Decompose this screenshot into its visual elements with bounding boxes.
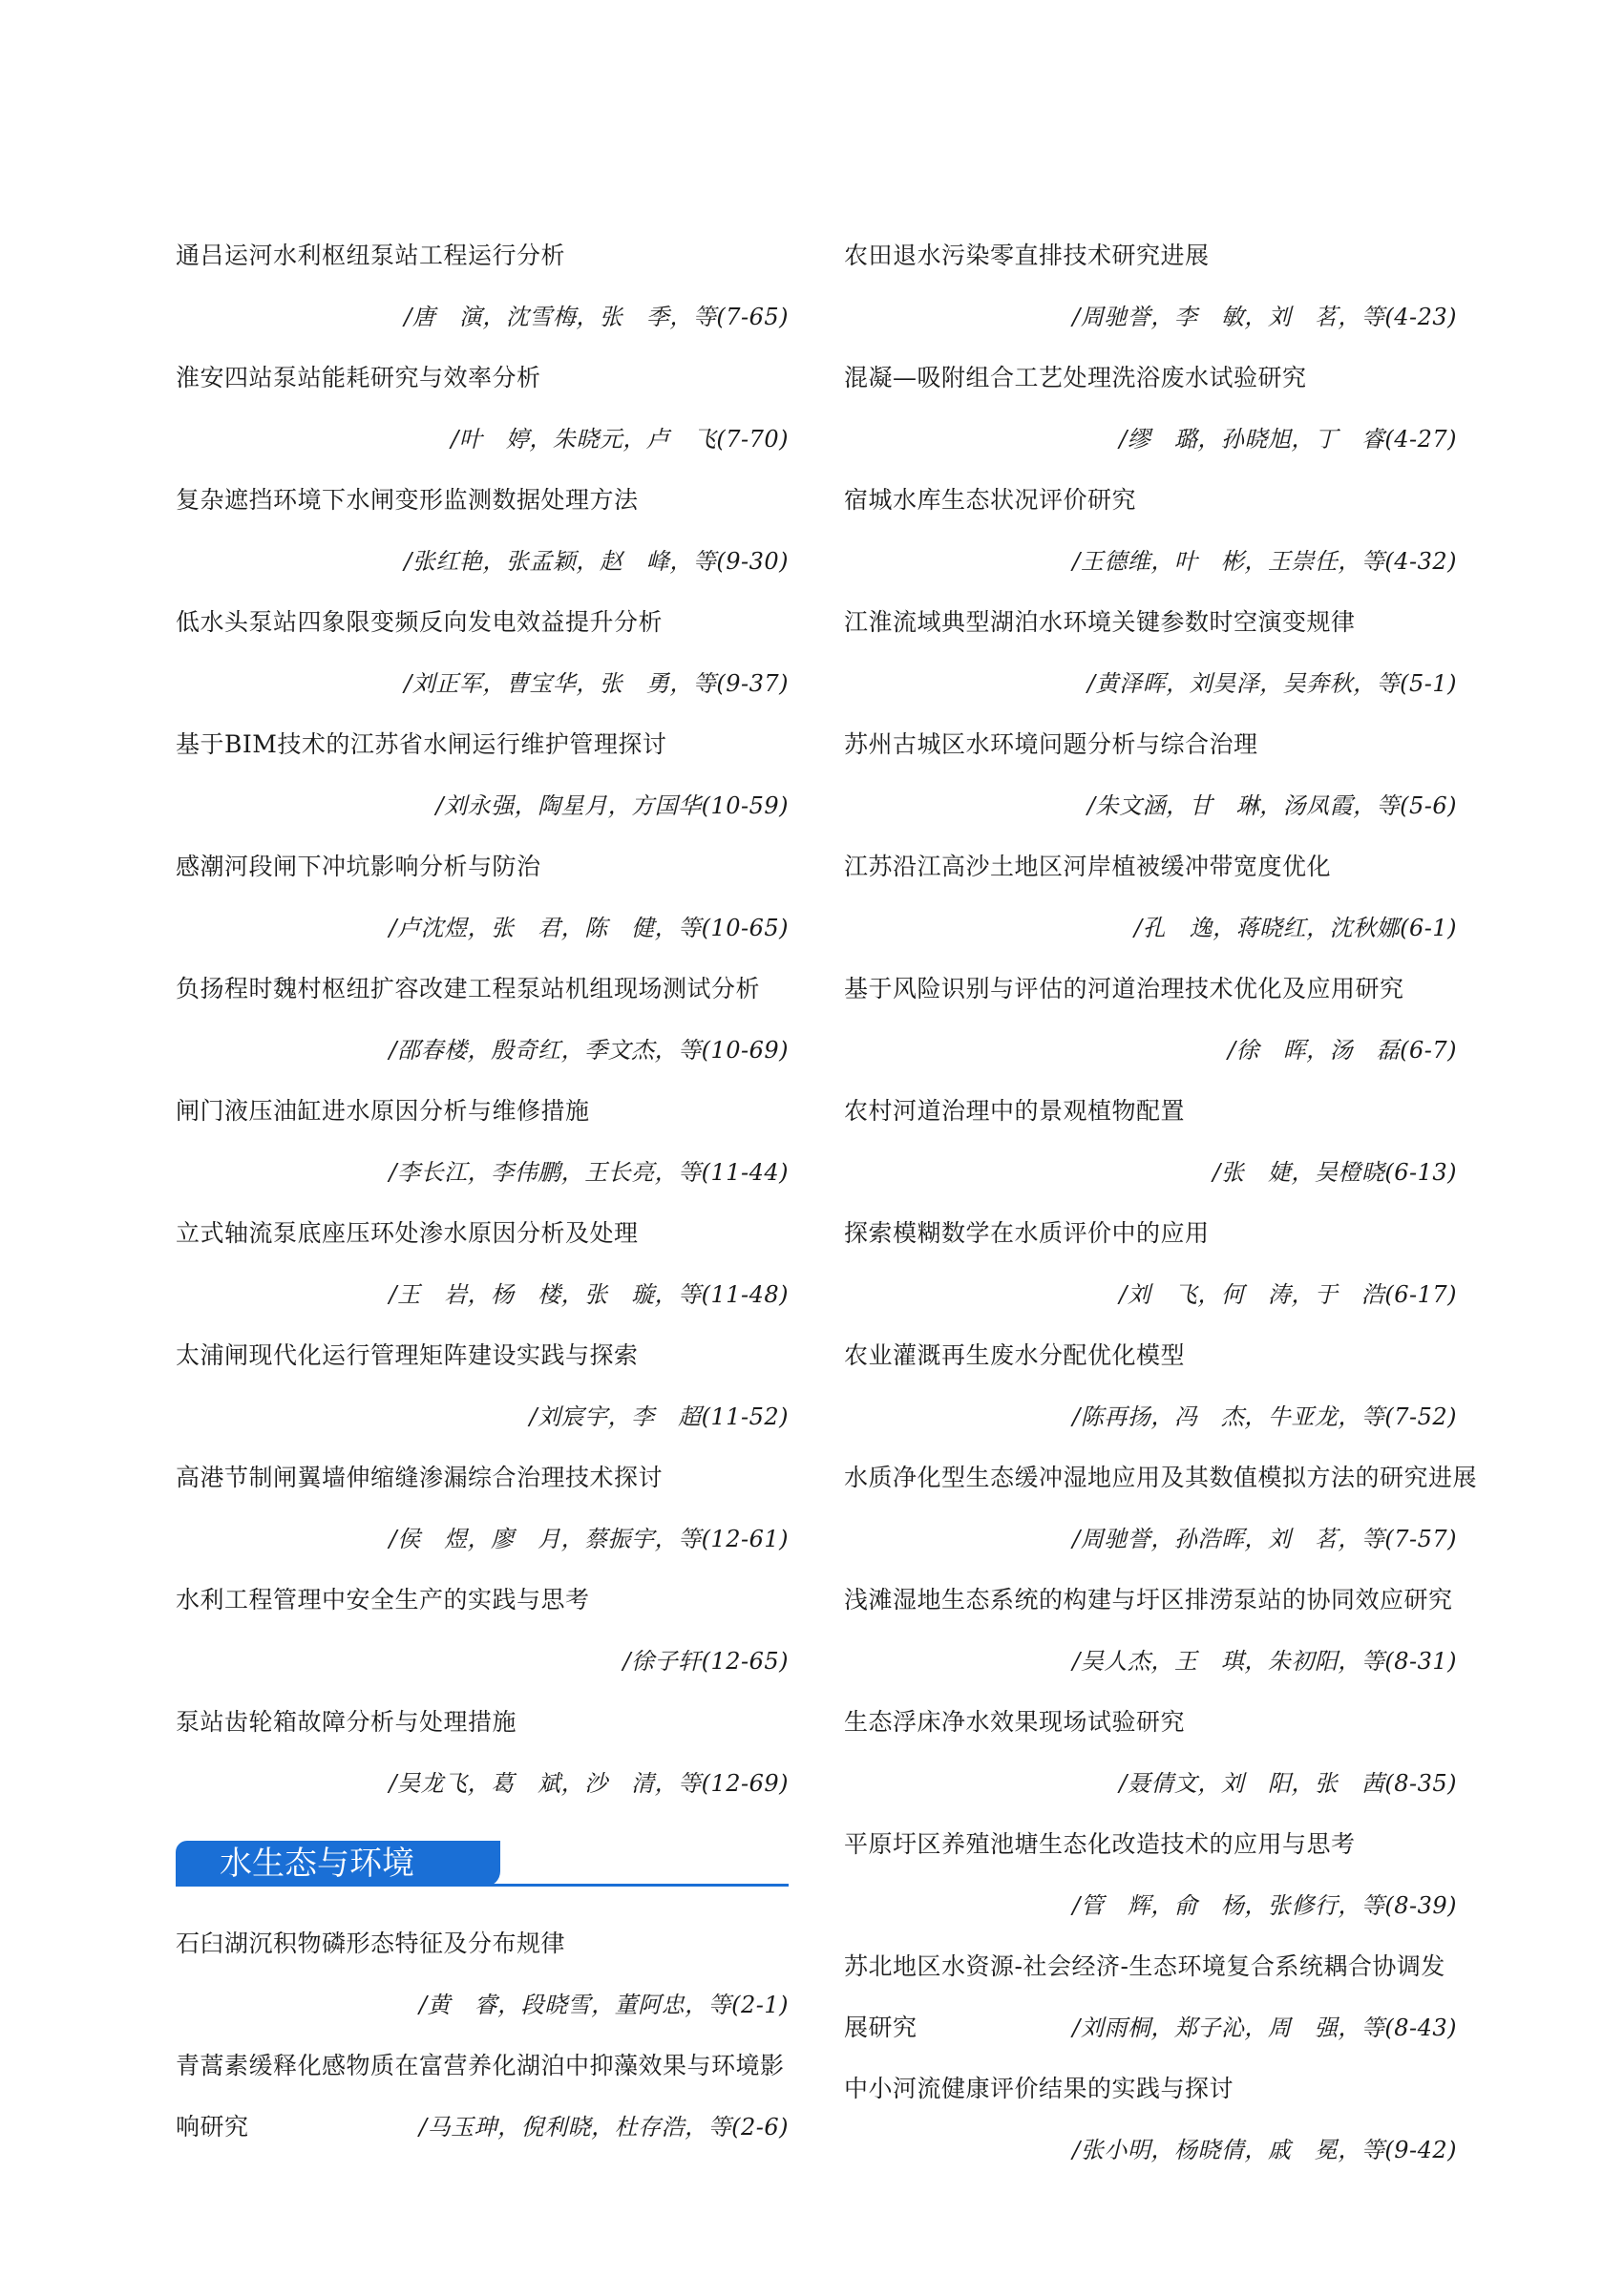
article-title: 混凝—吸附组合工艺处理洗浴废水试验研究	[844, 364, 1307, 391]
article-title: 复杂遮挡环境下水闸变形监测数据处理方法	[176, 486, 639, 514]
article-authors: /王德维，叶 彬，王崇任，等(4-32)	[1072, 548, 1457, 575]
article-title: 负扬程时魏村枢纽扩容改建工程泵站机组现场测试分析	[176, 975, 761, 1002]
article-authors: /李长江，李伟鹏，王长亮，等(11-44)	[389, 1159, 789, 1186]
article-authors: /吴龙飞，葛 斌，沙 清，等(12-69)	[389, 1770, 789, 1797]
article-title: 江苏沿江高沙土地区河岸植被缓冲带宽度优化	[844, 853, 1332, 880]
toc-entry	[176, 1325, 789, 1447]
article-authors: /徐子轩(12-65)	[622, 1648, 789, 1675]
toc-entry	[176, 592, 789, 714]
article-authors: /黄 睿，段晓雪，董阿忠，等(2-1)	[419, 1992, 789, 2018]
article-title-line1: 青蒿素缓释化感物质在富营养化湖泊中抑藻效果与环境影	[176, 2052, 785, 2079]
toc-entry	[176, 959, 789, 1081]
toc-entry	[176, 1203, 789, 1325]
toc-entry	[844, 1692, 1457, 1814]
toc-entry	[176, 348, 789, 470]
toc-entry	[176, 1692, 789, 1814]
article-authors: /张红艳，张孟颖，赵 峰，等(9-30)	[404, 548, 789, 575]
article-title-line1: 苏北地区水资源-社会经济-生态环境复合系统耦合协调发	[844, 1952, 1445, 1980]
article-title: 立式轴流泵底座压环处渗水原因分析及处理	[176, 1219, 639, 1247]
article-title-line2	[844, 1997, 1457, 2058]
article-title: 江淮流域典型湖泊水环境关键参数时空演变规律	[844, 608, 1356, 636]
toc-entry	[844, 1936, 1457, 2058]
toc-entry	[176, 714, 789, 836]
toc-entry	[176, 1570, 789, 1692]
article-title: 浅滩湿地生态系统的构建与圩区排涝泵站的协同效应研究	[844, 1586, 1453, 1614]
article-title: 中小河流健康评价结果的实践与探讨	[844, 2075, 1234, 2102]
article-authors: /唐 演，沈雪梅，张 季，等(7-65)	[404, 304, 789, 330]
toc-entry	[844, 1447, 1478, 1570]
article-title: 水质净化型生态缓冲湿地应用及其数值模拟方法的研究进展	[844, 1464, 1478, 1491]
article-authors: /周驰誉，李 敏，刘 茗，等(4-23)	[1072, 304, 1457, 330]
toc-entry	[176, 470, 789, 592]
article-title: 农村河道治理中的景观植物配置	[844, 1097, 1186, 1125]
article-authors: /刘正军，曹宝华，张 勇，等(9-37)	[404, 670, 789, 697]
article-authors: /张 婕，吴橙晓(6-13)	[1213, 1159, 1457, 1186]
article-authors: /马玉珅，倪利晓，杜存浩，等(2-6)	[419, 2114, 789, 2141]
left-column	[176, 225, 789, 2158]
article-authors: /徐 晖，汤 磊(6-7)	[1228, 1037, 1457, 1064]
article-title: 石臼湖沉积物磷形态特征及分布规律	[176, 1930, 566, 1957]
article-authors: /刘永强，陶星月，方国华(10-59)	[435, 792, 789, 819]
article-authors: /刘宸宇，李 超(11-52)	[529, 1403, 789, 1430]
toc-entry	[844, 592, 1457, 714]
article-title: 探索模糊数学在水质评价中的应用	[844, 1219, 1210, 1247]
toc-entry	[844, 348, 1457, 470]
article-authors: /侯 煜，廖 月，蔡振宇，等(12-61)	[389, 1526, 789, 1552]
article-title: 高港节制闸翼墙伸缩缝渗漏综合治理技术探讨	[176, 1464, 664, 1491]
section-header	[176, 1833, 789, 1894]
article-authors: /王 岩，杨 楼，张 璇，等(11-48)	[389, 1281, 789, 1308]
article-title: 农业灌溉再生废水分配优化模型	[844, 1341, 1186, 1369]
toc-entry	[844, 470, 1457, 592]
article-title: 基于BIM技术的江苏省水闸运行维护管理探讨	[176, 730, 667, 758]
right-column	[844, 225, 1478, 2181]
article-title: 水利工程管理中安全生产的实践与思考	[176, 1586, 590, 1614]
toc-entry	[844, 1325, 1457, 1447]
section-title: 水生态与环境	[176, 1841, 500, 1887]
article-authors: /刘雨桐，郑子沁，周 强，等(8-43)	[1072, 2014, 1457, 2041]
toc-entry	[176, 1081, 789, 1203]
article-title: 闸门液压油缸进水原因分析与维修措施	[176, 1097, 590, 1125]
toc-entry	[844, 1570, 1457, 1692]
toc-entry	[844, 959, 1457, 1081]
article-title: 生态浮床净水效果现场试验研究	[844, 1708, 1186, 1736]
article-authors: /孔 逸，蒋晓红，沈秋娜(6-1)	[1134, 915, 1457, 941]
toc-entry	[844, 1203, 1457, 1325]
toc-entry	[176, 1913, 789, 2035]
article-title: 通吕运河水利枢纽泵站工程运行分析	[176, 242, 566, 269]
article-title-continuation: 展研究	[844, 2014, 917, 2041]
article-title-line2	[176, 2097, 789, 2158]
article-title: 基于风险识别与评估的河道治理技术优化及应用研究	[844, 975, 1404, 1002]
article-authors: /黄泽晖，刘昊泽，吴奔秋，等(5-1)	[1087, 670, 1457, 697]
article-title: 农田退水污染零直排技术研究进展	[844, 242, 1210, 269]
left-entries	[176, 225, 789, 1814]
article-title: 泵站齿轮箱故障分析与处理措施	[176, 1708, 517, 1736]
article-title: 宿城水库生态状况评价研究	[844, 486, 1137, 514]
article-authors: /陈再扬，冯 杰，牛亚龙，等(7-52)	[1072, 1403, 1457, 1430]
toc-entry	[844, 1814, 1457, 1936]
article-authors: /刘 飞，何 涛，于 浩(6-17)	[1119, 1281, 1457, 1308]
article-authors: /邵春楼，殷奇红，季文杰，等(10-69)	[389, 1037, 789, 1064]
toc-entry	[176, 1447, 789, 1570]
right-entries	[844, 225, 1478, 1936]
article-authors: /叶 婷，朱晓元，卢 飞(7-70)	[451, 426, 789, 453]
toc-entry	[176, 2035, 789, 2158]
article-authors: /张小明，杨晓倩，戚 冕，等(9-42)	[1072, 2137, 1457, 2163]
article-title-continuation: 响研究	[176, 2113, 249, 2141]
article-title: 苏州古城区水环境问题分析与综合治理	[844, 730, 1258, 758]
article-authors: /卢沈煜，张 君，陈 健，等(10-65)	[389, 915, 789, 941]
article-authors: /管 辉，俞 杨，张修行，等(8-39)	[1072, 1892, 1457, 1919]
toc-entry	[844, 714, 1457, 836]
article-authors: /吴人杰，王 琪，朱初阳，等(8-31)	[1072, 1648, 1457, 1675]
toc-entry	[176, 225, 789, 348]
article-title: 感潮河段闸下冲坑影响分析与防治	[176, 853, 541, 880]
toc-entry	[844, 2058, 1457, 2181]
article-title: 太浦闸现代化运行管理矩阵建设实践与探索	[176, 1341, 639, 1369]
article-title: 平原圩区养殖池塘生态化改造技术的应用与思考	[844, 1830, 1356, 1858]
toc-entry	[844, 225, 1457, 348]
article-authors: /周驰誉，孙浩晖，刘 茗，等(7-57)	[1072, 1526, 1457, 1552]
toc-entry	[844, 836, 1457, 959]
article-title: 低水头泵站四象限变频反向发电效益提升分析	[176, 608, 664, 636]
article-authors: /缪 璐，孙晓旭，丁 睿(4-27)	[1119, 426, 1457, 453]
article-authors: /朱文涵，甘 琳，汤凤霞，等(5-6)	[1087, 792, 1457, 819]
toc-entry	[844, 1081, 1457, 1203]
toc-entry	[176, 836, 789, 959]
article-title: 淮安四站泵站能耗研究与效率分析	[176, 364, 541, 391]
article-authors: /聂倩文，刘 阳，张 茜(8-35)	[1119, 1770, 1457, 1797]
